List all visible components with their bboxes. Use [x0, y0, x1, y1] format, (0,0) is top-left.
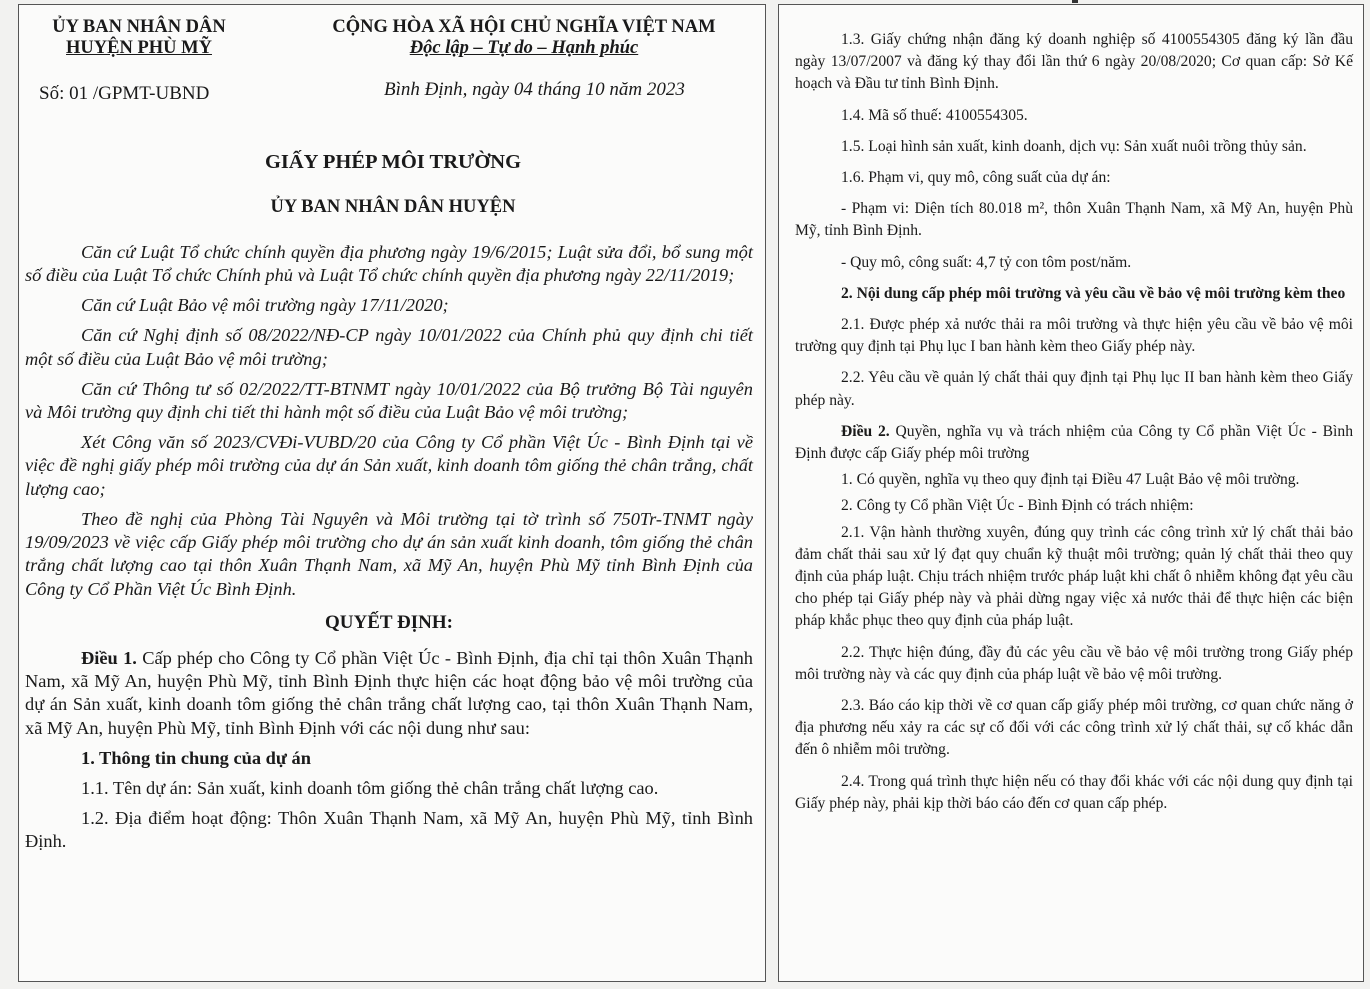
basis-paragraph: Căn cứ Luật Bảo vệ môi trường ngày 17/11/2020;: [81, 295, 449, 316]
scan-mark: [1072, 0, 1078, 3]
item-1-4: 1.4. Mã số thuế: 4100554305.: [841, 106, 1028, 124]
basis-paragraph: Căn cứ Luật Tổ chức chính quyền địa phương ngày 19/6/2015; Luật sửa đổi, bổ sung một số điều của Luật Tổ chức Chính phủ và Luật Tổ chức chính quyền địa phương ngày 22/11/2019;: [25, 242, 753, 286]
agency-district: HUYỆN PHÙ MỸ: [66, 38, 212, 58]
article-2-item-2-2: 2.2. Thực hiện đúng, đầy đủ các yêu cầu về bảo vệ môi trường trong Giấy phép môi trường này và các quy định của pháp luật về bảo vệ môi trường.: [795, 643, 1353, 683]
article-2-item-2-4: 2.4. Trong quá trình thực hiện nếu có thay đổi khác với các nội dung quy định tại Giấy phép này, phải kịp thời báo cáo đến cơ quan cấp phép.: [795, 772, 1353, 812]
item-1-1: 1.1. Tên dự án: Sản xuất, kinh doanh tôm giống thẻ chân trắng chất lượng cao.: [81, 777, 659, 798]
right-body: [795, 29, 1353, 824]
document-title: GIẤY PHÉP MÔI TRƯỜNG: [264, 151, 522, 173]
agency-name: ỦY BAN NHÂN DÂN: [52, 17, 226, 37]
nation-motto: Độc lập – Tự do – Hạnh phúc: [409, 38, 639, 58]
basis-paragraph: Xét Công văn số 2023/CVĐi-VUBD/20 của Công ty Cổ phần Việt Úc - Bình Định tại về việc đề nghị giấy phép môi trường của dự án Sản xuất, kinh doanh tôm giống thẻ chân trắng, chất lượng cao;: [25, 431, 753, 499]
left-body: [25, 241, 753, 860]
basis-paragraph: Căn cứ Thông tư số 02/2022/TT-BTNMT ngày 10/01/2022 của Bộ trưởng Bộ Tài nguyên và Môi trường quy định chi tiết thi hành một số điều của Luật Bảo vệ môi trường;: [25, 378, 753, 422]
article-2-item-2: 2. Công ty Cổ phần Việt Úc - Bình Định có trách nhiệm:: [841, 497, 1194, 515]
nation-name: CỘNG HÒA XÃ HỘI CHỦ NGHĨA VIỆT NAM: [332, 17, 716, 37]
document-number: Số: 01 /GPMT-UBND: [39, 83, 210, 104]
article-2-label: Điều 2.: [841, 422, 890, 440]
item-2-1: 2.1. Được phép xả nước thải ra môi trường và thực hiện yêu cầu về bảo vệ môi trường quy định tại Phụ lục I ban hành kèm theo Giấy phép này.: [795, 316, 1353, 356]
item-1-6: 1.6. Phạm vi, quy mô, công suất của dự án:: [841, 169, 1111, 187]
section-2-heading: 2. Nội dung cấp phép môi trường và yêu cầu về bảo vệ môi trường kèm theo: [841, 284, 1346, 302]
article-2-item-1: 1. Có quyền, nghĩa vụ theo quy định tại Điều 47 Luật Bảo vệ môi trường.: [841, 471, 1300, 489]
section-1-heading: 1. Thông tin chung của dự án: [81, 747, 311, 768]
issuing-agency: [39, 17, 239, 59]
document-header: [19, 17, 765, 77]
national-motto: [289, 17, 759, 59]
article-2: [795, 421, 1353, 465]
basis-paragraph: Căn cứ Nghị định số 08/2022/NĐ-CP ngày 10/01/2022 của Chính phủ quy định chi tiết một số điều của Luật Bảo vệ môi trường;: [25, 325, 753, 369]
document-page-left: [18, 4, 766, 982]
capacity: - Quy mô, công suất: 4,7 tỷ con tôm post/năm.: [841, 253, 1132, 271]
item-1-5: 1.5. Loại hình sản xuất, kinh doanh, dịch vụ: Sản xuất nuôi trồng thủy sản.: [841, 137, 1307, 155]
article-1-text: Cấp phép cho Công ty Cổ phần Việt Úc - Bình Định, địa chỉ tại thôn Xuân Thạnh Nam, xã Mỹ An, huyện Phù Mỹ, tỉnh Bình Định thực hiện các hoạt động bảo vệ môi trường của dự án Sản xuất, kinh doanh tôm giống thẻ chân trắng chất lượng cao, tại thôn Xuân Thạnh Nam, xã Mỹ An, huyện Phù Mỹ, tỉnh Bình Định với các nội dung như sau:: [25, 647, 753, 738]
document-page-right: [778, 4, 1364, 982]
article-2-text: Quyền, nghĩa vụ và trách nhiệm của Công ty Cổ phần Việt Úc - Bình Định được cấp Giấy phép môi trường: [795, 422, 1353, 463]
article-1-label: Điều 1.: [81, 647, 137, 668]
basis-paragraph: Theo đề nghị của Phòng Tài Nguyên và Môi trường tại tờ trình số 750Tr-TNMT ngày 19/09/2023 về việc cấp Giấy phép môi trường cho dự án sản xuất kinh doanh, tôm giống thẻ chân trắng chất lượng cao tại thôn Xuân Thạnh Nam, xã Mỹ An, huyện Phù Mỹ tỉnh Bình Định của Công ty Cổ Phần Việt Úc Bình Định.: [25, 508, 753, 599]
article-2-item-2-3: 2.3. Báo cáo kịp thời về cơ quan cấp giấy phép môi trường, cơ quan chức năng ở địa phương nếu xảy ra các sự cố đối với các công trình xử lý chất thải, sự cố khác dẫn đến ô nhiễm môi trường.: [795, 697, 1353, 759]
article-1: [25, 647, 753, 741]
document-subtitle: ỦY BAN NHÂN DÂN HUYỆN: [270, 197, 516, 217]
article-2-item-2-1: 2.1. Vận hành thường xuyên, đúng quy trình các công trình xử lý chất thải bảo đảm chất thải sau xử lý đạt quy chuẩn kỹ thuật môi trường; quản lý chất thải theo quy định của pháp luật. Chịu trách nhiệm trước pháp luật khi chất ô nhiễm không đạt yêu cầu cho phép tại Giấy phép này và phải dừng ngay việc xả nước thải để thực hiện các biện pháp khắc phục theo quy định của pháp luật.: [795, 523, 1353, 630]
item-1-2: 1.2. Địa điểm hoạt động: Thôn Xuân Thạnh Nam, xã Mỹ An, huyện Phù Mỹ, tỉnh Bình Định.: [25, 807, 753, 851]
place-date: Bình Định, ngày 04 tháng 10 năm 2023: [384, 79, 685, 100]
decision-heading: QUYẾT ĐỊNH:: [325, 612, 453, 634]
item-2-2: 2.2. Yêu cầu về quản lý chất thải quy định tại Phụ lục II ban hành kèm theo Giấy phép này.: [795, 369, 1353, 409]
item-1-3: 1.3. Giấy chứng nhận đăng ký doanh nghiệp số 4100554305 đăng ký lần đầu ngày 13/07/2007 và đăng ký thay đổi lần thứ 6 ngày 20/08/2020; Cơ quan cấp: Sở Kế hoạch và Đầu tư tỉnh Bình Định.: [795, 31, 1353, 93]
scope: - Phạm vi: Diện tích 80.018 m², thôn Xuân Thạnh Nam, xã Mỹ An, huyện Phù Mỹ, tỉnh Bình Định.: [795, 200, 1353, 240]
